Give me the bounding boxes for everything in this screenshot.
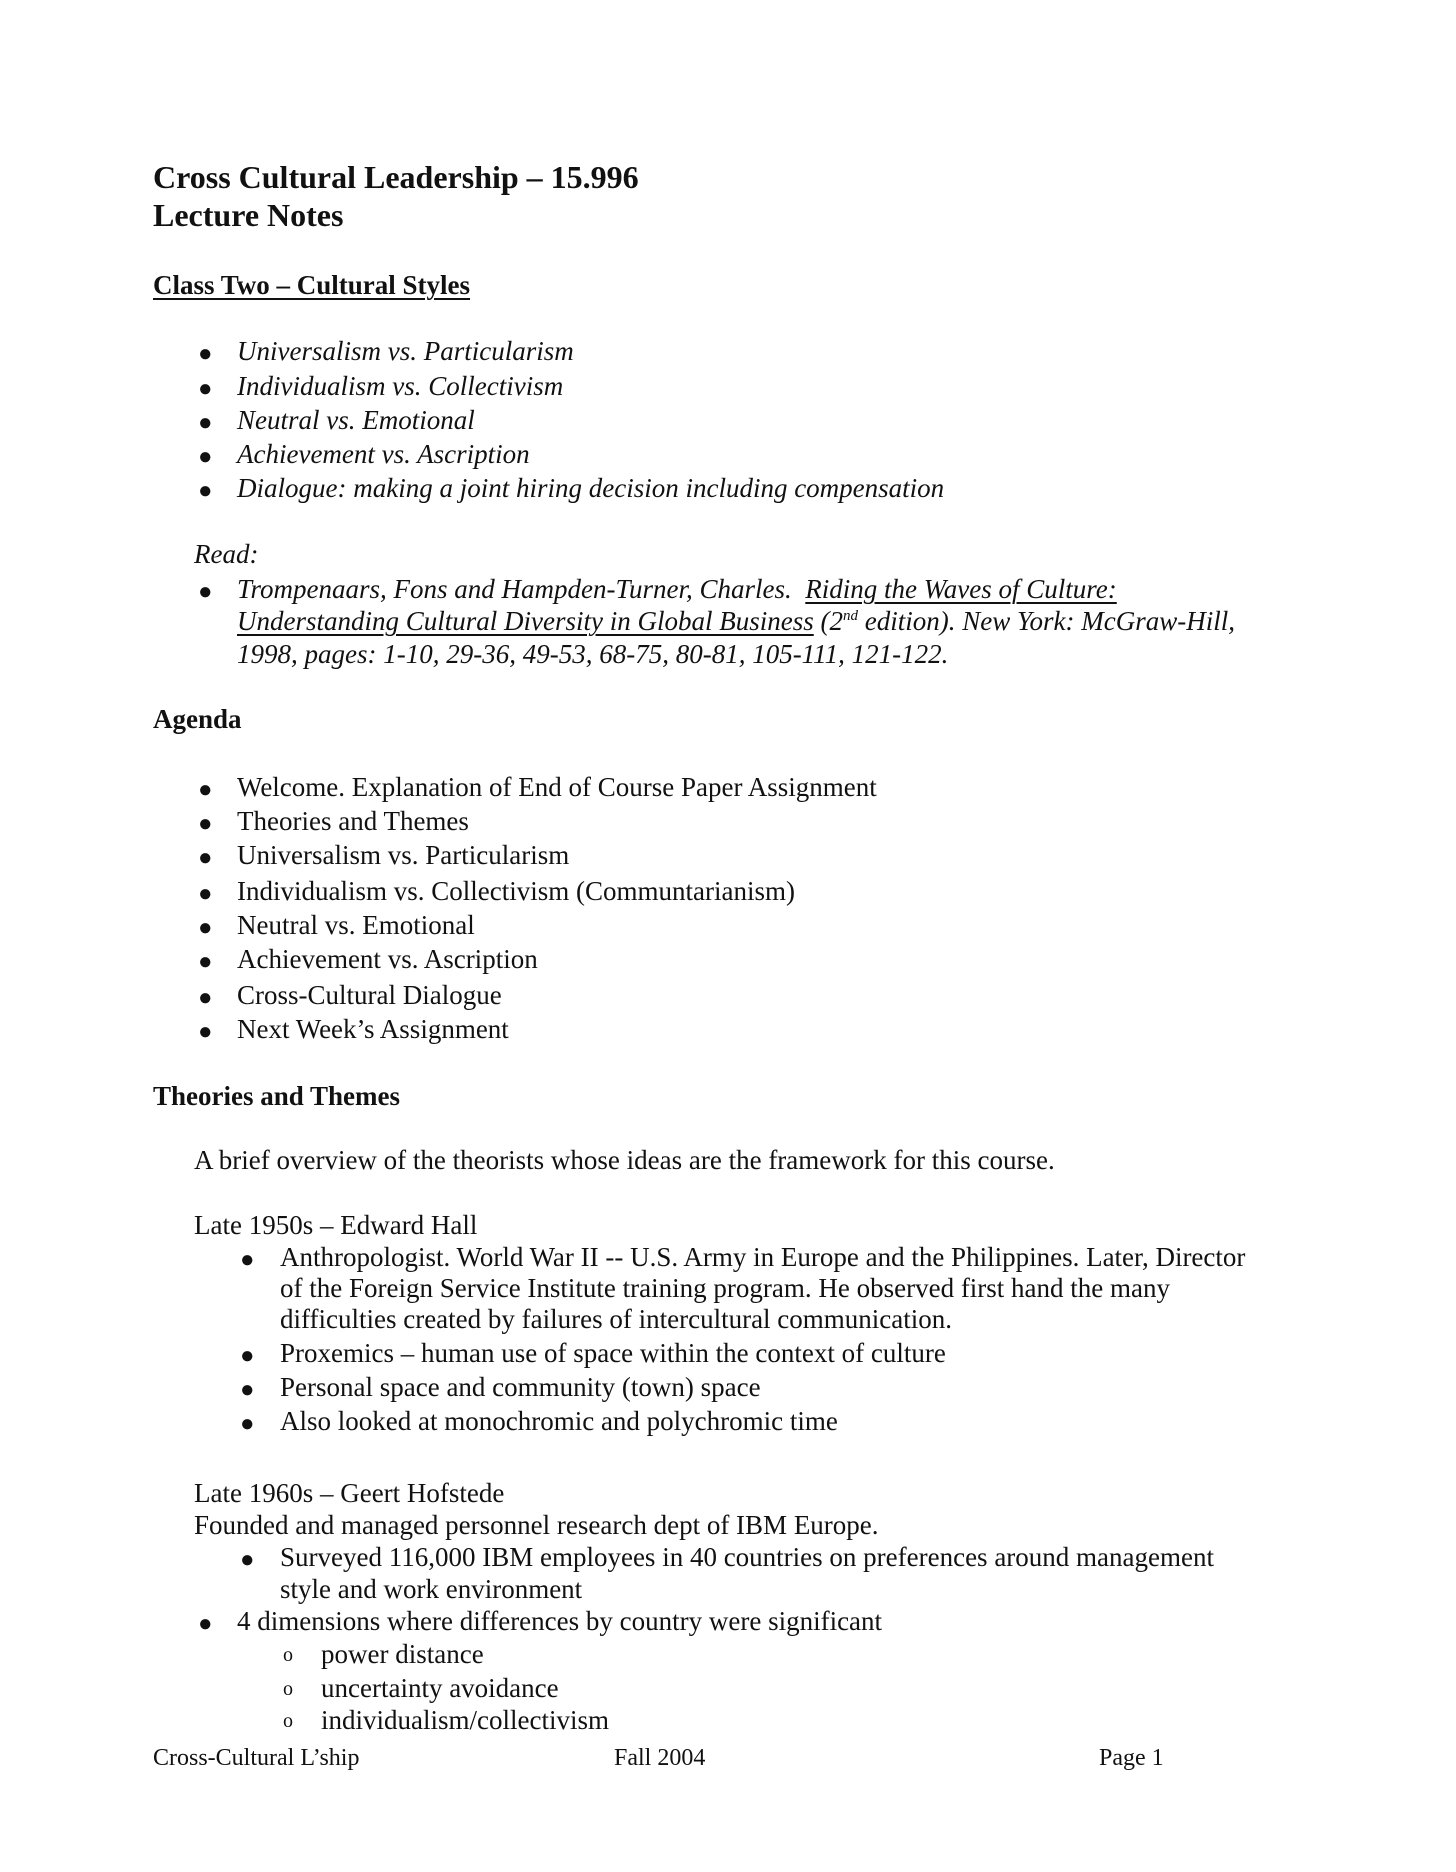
list-item: Dialogue: making a joint hiring decision including compensation bbox=[237, 473, 945, 503]
hofstede-desc: Founded and managed personnel research dept of IBM Europe. bbox=[194, 1510, 879, 1540]
bullet-icon: ● bbox=[198, 845, 213, 871]
hofstede-item-1-line-2: style and work environment bbox=[280, 1574, 583, 1604]
bullet-icon: ● bbox=[240, 1343, 255, 1369]
sub-list-item: individualism/collectivism bbox=[321, 1705, 609, 1735]
bullet-icon: ● bbox=[198, 579, 213, 605]
circle-bullet-icon: o bbox=[283, 1644, 293, 1666]
reading-citation-line-2 bbox=[237, 608, 1235, 635]
bullet-icon: ● bbox=[198, 985, 213, 1011]
hofstede-label: Late 1960s – Geert Hofstede bbox=[194, 1478, 505, 1508]
theories-heading: Theories and Themes bbox=[153, 1081, 401, 1111]
list-item: Neutral vs. Emotional bbox=[237, 405, 475, 435]
hall-item-1-line-2: of the Foreign Service Institute training program. He observed first hand the many bbox=[280, 1273, 1171, 1303]
bullet-icon: ● bbox=[240, 1247, 255, 1273]
document-title: Cross Cultural Leadership – 15.996 bbox=[153, 159, 639, 195]
circle-bullet-icon: o bbox=[283, 1678, 293, 1700]
reading-authors: Trompenaars, Fons and Hampden-Turner, Charles. bbox=[237, 574, 792, 604]
bullet-icon: ● bbox=[198, 376, 213, 402]
list-item: Universalism vs. Particularism bbox=[237, 840, 570, 870]
bullet-icon: ● bbox=[198, 881, 213, 907]
bullet-icon: ● bbox=[198, 478, 213, 504]
agenda-heading: Agenda bbox=[153, 704, 242, 734]
bullet-icon: ● bbox=[198, 915, 213, 941]
list-item: Neutral vs. Emotional bbox=[237, 910, 475, 940]
bullet-icon: ● bbox=[198, 949, 213, 975]
list-item: Individualism vs. Collectivism (Communtarianism) bbox=[237, 876, 795, 906]
reading-edition-sup: nd bbox=[843, 608, 858, 624]
hall-item-4: Also looked at monochromic and polychromic time bbox=[280, 1406, 838, 1436]
hofstede-item-1-line-1: Surveyed 116,000 IBM employees in 40 countries on preferences around management bbox=[280, 1542, 1214, 1572]
reading-pages: 1998, pages: 1-10, 29-36, 49-53, 68-75, 80-81, 105-111, 121-122. bbox=[237, 639, 949, 669]
theories-intro: A brief overview of the theorists whose ideas are the framework for this course. bbox=[194, 1145, 1055, 1175]
list-item: Achievement vs. Ascription bbox=[237, 439, 530, 469]
list-item: Cross-Cultural Dialogue bbox=[237, 980, 502, 1010]
footer-left: Cross-Cultural L’ship bbox=[153, 1745, 360, 1771]
footer-page-number: Page 1 bbox=[1099, 1745, 1164, 1771]
hall-item-1-line-3: difficulties created by failures of intercultural communication. bbox=[280, 1304, 953, 1334]
list-item: Next Week’s Assignment bbox=[237, 1014, 509, 1044]
bullet-icon: ● bbox=[240, 1411, 255, 1437]
bullet-icon: ● bbox=[198, 777, 213, 803]
read-label: Read: bbox=[194, 539, 259, 569]
reading-edition-post: edition). New York: McGraw-Hill, bbox=[864, 606, 1235, 636]
hofstede-item-2: 4 dimensions where differences by country were significant bbox=[237, 1606, 883, 1636]
list-item: Achievement vs. Ascription bbox=[237, 944, 538, 974]
document-subtitle: Lecture Notes bbox=[153, 197, 344, 233]
bullet-icon: ● bbox=[240, 1377, 255, 1403]
bullet-icon: ● bbox=[198, 811, 213, 837]
list-item: Welcome. Explanation of End of Course Paper Assignment bbox=[237, 772, 877, 802]
reading-book-title-2: Understanding Cultural Diversity in Global Business bbox=[237, 606, 814, 636]
bullet-icon: ● bbox=[198, 1019, 213, 1045]
hall-item-2: Proxemics – human use of space within the context of culture bbox=[280, 1338, 946, 1368]
bullet-icon: ● bbox=[198, 444, 213, 470]
hall-label: Late 1950s – Edward Hall bbox=[194, 1210, 478, 1240]
reading-edition-pre: (2 bbox=[820, 606, 843, 636]
hall-item-1-line-1: Anthropologist. World War II -- U.S. Army in Europe and the Philippines. Later, Director bbox=[280, 1242, 1246, 1272]
bullet-icon: ● bbox=[198, 341, 213, 367]
bullet-icon: ● bbox=[240, 1547, 255, 1573]
reading-citation-line-1 bbox=[237, 576, 1117, 603]
footer-center: Fall 2004 bbox=[614, 1745, 706, 1771]
class-heading: Class Two – Cultural Styles bbox=[153, 270, 471, 300]
hall-item-3: Personal space and community (town) space bbox=[280, 1372, 761, 1402]
list-item: Theories and Themes bbox=[237, 806, 469, 836]
list-item: Universalism vs. Particularism bbox=[237, 336, 574, 366]
bullet-icon: ● bbox=[198, 410, 213, 436]
list-item: Individualism vs. Collectivism bbox=[237, 371, 564, 401]
sub-list-item: power distance bbox=[321, 1639, 484, 1669]
circle-bullet-icon: o bbox=[283, 1710, 293, 1732]
sub-list-item: uncertainty avoidance bbox=[321, 1673, 559, 1703]
bullet-icon: ● bbox=[198, 1611, 213, 1637]
reading-book-title-1: Riding the Waves of Culture: bbox=[805, 574, 1117, 604]
